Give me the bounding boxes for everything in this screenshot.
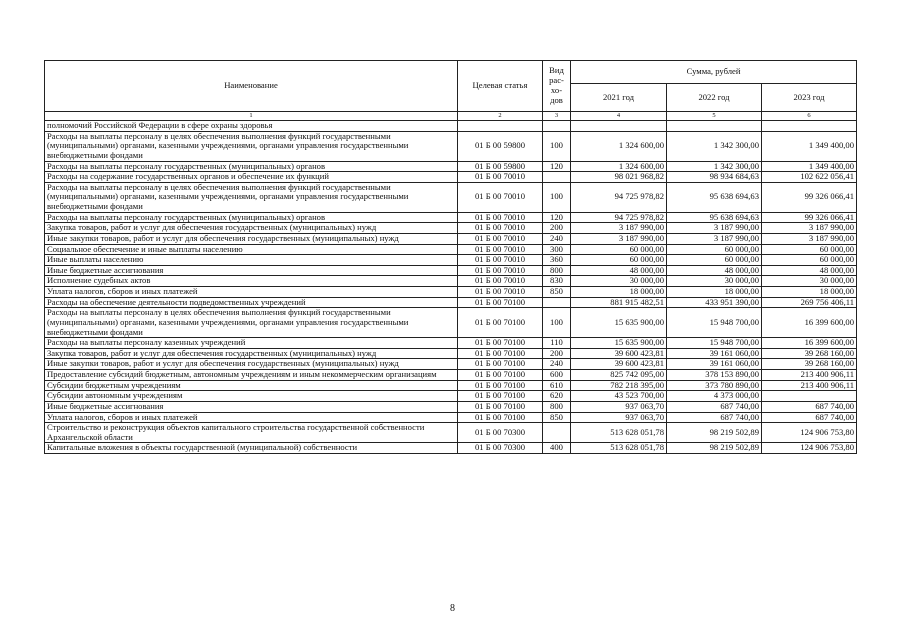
table-row [45,338,857,349]
row-name: Расходы на выплаты персоналу в целях обеспечения выполнения функций государственными (муниципальными) органами, казенными учреждениями, органами управления государственными внебюджетными фондами [45,131,458,161]
row-amount-2021: 1 324 600,00 [571,131,667,161]
table-row [45,265,857,276]
row-expense-type: 100 [543,131,571,161]
row-expense-type: 360 [543,255,571,266]
row-amount-2021: 937 063,70 [571,401,667,412]
row-expense-type: 200 [543,223,571,234]
row-amount-2022: 18 000,00 [667,287,762,298]
table-row [45,172,857,183]
row-name: Социальное обеспечение и иные выплаты населению [45,244,458,255]
row-name: полномочий Российской Федерации в сфере охраны здоровья [45,121,458,132]
row-amount-2021: 782 218 395,00 [571,380,667,391]
row-amount-2023: 1 349 400,00 [762,161,857,172]
row-target-article: 01 Б 00 70100 [458,359,543,370]
row-expense-type: 100 [543,308,571,338]
row-name: Иные бюджетные ассигнования [45,265,458,276]
row-expense-type: 610 [543,380,571,391]
row-expense-type: 850 [543,412,571,423]
row-amount-2023: 3 187 990,00 [762,223,857,234]
row-target-article: 01 Б 00 70100 [458,370,543,381]
row-name: Уплата налогов, сборов и иных платежей [45,412,458,423]
row-target-article: 01 Б 00 70100 [458,412,543,423]
row-expense-type [543,172,571,183]
table-row [45,233,857,244]
row-target-article: 01 Б 00 70010 [458,276,543,287]
budget-table [44,60,857,454]
row-name: Предоставление субсидий бюджетным, автономным учреждениям и иным некоммерческим организациям [45,370,458,381]
row-amount-2023: 213 400 906,11 [762,370,857,381]
table-row [45,131,857,161]
table-row [45,308,857,338]
row-name: Строительство и реконструкция объектов капитального строительства государственной собственности Архангельской области [45,423,458,443]
table-row [45,276,857,287]
row-amount-2021: 39 600 423,81 [571,348,667,359]
row-name: Расходы на содержание государственных органов и обеспечение их функций [45,172,458,183]
row-expense-type: 120 [543,212,571,223]
table-row [45,255,857,266]
table-row [45,380,857,391]
row-amount-2022: 1 342 300,00 [667,161,762,172]
row-target-article: 01 Б 00 70300 [458,423,543,443]
row-amount-2023: 30 000,00 [762,276,857,287]
table-row [45,348,857,359]
column-number: 4 [571,112,667,121]
row-target-article: 01 Б 00 70010 [458,223,543,234]
row-amount-2021: 15 635 900,00 [571,338,667,349]
row-amount-2022: 1 342 300,00 [667,131,762,161]
row-target-article: 01 Б 00 70010 [458,212,543,223]
row-amount-2023: 99 326 066,41 [762,212,857,223]
row-target-article: 01 Б 00 70010 [458,233,543,244]
table-row [45,161,857,172]
column-number: 1 [45,112,458,121]
row-target-article [458,121,543,132]
row-expense-type: 830 [543,276,571,287]
row-name: Иные выплаты населению [45,255,458,266]
row-amount-2022: 15 948 700,00 [667,338,762,349]
row-amount-2022: 48 000,00 [667,265,762,276]
row-amount-2021: 94 725 978,82 [571,182,667,212]
row-target-article: 01 Б 00 70300 [458,443,543,454]
row-amount-2021: 98 021 968,82 [571,172,667,183]
row-amount-2021: 30 000,00 [571,276,667,287]
column-number: 2 [458,112,543,121]
row-target-article: 01 Б 00 59800 [458,161,543,172]
row-amount-2022: 3 187 990,00 [667,223,762,234]
row-amount-2022: 95 638 694,63 [667,212,762,223]
row-expense-type: 200 [543,348,571,359]
row-amount-2022: 687 740,00 [667,412,762,423]
header-expense-type: Вид рас-хо-дов [543,61,571,112]
row-expense-type: 620 [543,391,571,402]
column-number: 5 [667,112,762,121]
row-amount-2022: 4 373 000,00 [667,391,762,402]
row-amount-2022: 60 000,00 [667,244,762,255]
row-amount-2022: 39 161 060,00 [667,348,762,359]
row-expense-type: 100 [543,182,571,212]
row-expense-type: 800 [543,265,571,276]
table-row [45,244,857,255]
row-amount-2021: 513 628 051,78 [571,423,667,443]
table-row [45,423,857,443]
row-amount-2023: 39 268 160,00 [762,359,857,370]
row-amount-2023: 102 622 056,41 [762,172,857,183]
row-expense-type: 120 [543,161,571,172]
row-amount-2021: 881 915 482,51 [571,297,667,308]
row-amount-2021: 15 635 900,00 [571,308,667,338]
row-amount-2023: 124 906 753,80 [762,423,857,443]
column-number: 6 [762,112,857,121]
row-amount-2022: 98 219 502,89 [667,443,762,454]
row-amount-2022: 378 153 890,00 [667,370,762,381]
row-amount-2021: 937 063,70 [571,412,667,423]
row-target-article: 01 Б 00 70100 [458,308,543,338]
row-target-article: 01 Б 00 70100 [458,380,543,391]
row-amount-2023: 1 349 400,00 [762,131,857,161]
row-amount-2022: 95 638 694,63 [667,182,762,212]
row-target-article: 01 Б 00 70100 [458,391,543,402]
row-target-article: 01 Б 00 70010 [458,172,543,183]
row-target-article: 01 Б 00 70010 [458,255,543,266]
row-name: Исполнение судебных актов [45,276,458,287]
row-target-article: 01 Б 00 70010 [458,287,543,298]
header-target-article: Целевая статья [458,61,543,112]
row-amount-2023: 18 000,00 [762,287,857,298]
row-amount-2023: 60 000,00 [762,244,857,255]
table-row [45,212,857,223]
table-row [45,182,857,212]
row-name: Расходы на обеспечение деятельности подведомственных учреждений [45,297,458,308]
row-name: Расходы на выплаты персоналу в целях обеспечения выполнения функций государственными (муниципальными) органами, казенными учреждениями, органами управления государственными внебюджетными фондами [45,182,458,212]
row-amount-2021: 18 000,00 [571,287,667,298]
table-row [45,401,857,412]
row-name: Закупка товаров, работ и услуг для обеспечения государственных (муниципальных) нужд [45,348,458,359]
row-amount-2022: 687 740,00 [667,401,762,412]
page-number: 8 [450,603,455,614]
row-amount-2021: 60 000,00 [571,244,667,255]
row-expense-type: 300 [543,244,571,255]
column-number: 3 [543,112,571,121]
row-amount-2022: 30 000,00 [667,276,762,287]
header-sum: Сумма, рублей [571,61,857,84]
row-name: Расходы на выплаты персоналу казенных учреждений [45,338,458,349]
header-year-2023: 2023 год [762,84,857,112]
row-expense-type: 600 [543,370,571,381]
row-amount-2023: 124 906 753,80 [762,443,857,454]
row-amount-2021: 39 600 423,81 [571,359,667,370]
row-amount-2023: 39 268 160,00 [762,348,857,359]
row-name: Расходы на выплаты персоналу в целях обеспечения выполнения функций государственными (муниципальными) органами, казенными учреждениями, органами управления государственными внебюджетными фондами [45,308,458,338]
header-name: Наименование [45,61,458,112]
row-expense-type: 240 [543,233,571,244]
table-row [45,412,857,423]
row-amount-2021: 48 000,00 [571,265,667,276]
row-amount-2022: 98 934 684,63 [667,172,762,183]
row-name: Субсидии автономным учреждениям [45,391,458,402]
table-row [45,370,857,381]
row-name: Иные закупки товаров, работ и услуг для обеспечения государственных (муниципальных) нужд [45,359,458,370]
row-amount-2021: 3 187 990,00 [571,223,667,234]
row-amount-2023 [762,121,857,132]
row-target-article: 01 Б 00 70010 [458,244,543,255]
row-amount-2021: 60 000,00 [571,255,667,266]
header-year-2021: 2021 год [571,84,667,112]
row-amount-2022: 433 951 390,00 [667,297,762,308]
row-amount-2021: 825 742 095,00 [571,370,667,381]
row-amount-2022: 15 948 700,00 [667,308,762,338]
row-amount-2023: 687 740,00 [762,412,857,423]
row-amount-2021: 1 324 600,00 [571,161,667,172]
table-row [45,443,857,454]
table-row [45,359,857,370]
row-expense-type [543,297,571,308]
row-expense-type: 850 [543,287,571,298]
row-target-article: 01 Б 00 59800 [458,131,543,161]
row-name: Иные закупки товаров, работ и услуг для обеспечения государственных (муниципальных) нужд [45,233,458,244]
row-name: Субсидии бюджетным учреждениям [45,380,458,391]
row-name: Расходы на выплаты персоналу государственных (муниципальных) органов [45,212,458,223]
row-amount-2023: 16 399 600,00 [762,338,857,349]
row-amount-2021: 94 725 978,82 [571,212,667,223]
row-target-article: 01 Б 00 70010 [458,265,543,276]
row-amount-2023: 16 399 600,00 [762,308,857,338]
table-row [45,287,857,298]
row-expense-type: 240 [543,359,571,370]
header-year-2022: 2022 год [667,84,762,112]
row-amount-2022: 39 161 060,00 [667,359,762,370]
row-amount-2022: 98 219 502,89 [667,423,762,443]
row-amount-2023: 3 187 990,00 [762,233,857,244]
row-amount-2023: 99 326 066,41 [762,182,857,212]
table-body [45,121,857,454]
row-name: Расходы на выплаты персоналу государственных (муниципальных) органов [45,161,458,172]
row-expense-type: 400 [543,443,571,454]
row-target-article: 01 Б 00 70100 [458,297,543,308]
row-target-article: 01 Б 00 70100 [458,338,543,349]
row-amount-2023: 48 000,00 [762,265,857,276]
row-target-article: 01 Б 00 70100 [458,348,543,359]
row-amount-2023: 213 400 906,11 [762,380,857,391]
row-amount-2021: 43 523 700,00 [571,391,667,402]
row-name: Капитальные вложения в объекты государственной (муниципальной) собственности [45,443,458,454]
row-expense-type [543,423,571,443]
row-amount-2021 [571,121,667,132]
row-amount-2021: 3 187 990,00 [571,233,667,244]
row-amount-2022: 373 780 890,00 [667,380,762,391]
row-amount-2022: 60 000,00 [667,255,762,266]
table-row [45,391,857,402]
row-expense-type: 110 [543,338,571,349]
row-amount-2022 [667,121,762,132]
row-amount-2023 [762,391,857,402]
row-target-article: 01 Б 00 70100 [458,401,543,412]
row-amount-2023: 687 740,00 [762,401,857,412]
row-name: Иные бюджетные ассигнования [45,401,458,412]
table-row [45,121,857,132]
row-name: Закупка товаров, работ и услуг для обеспечения государственных (муниципальных) нужд [45,223,458,234]
row-target-article: 01 Б 00 70010 [458,182,543,212]
row-amount-2021: 513 628 051,78 [571,443,667,454]
row-amount-2023: 269 756 406,11 [762,297,857,308]
row-expense-type: 800 [543,401,571,412]
row-expense-type [543,121,571,132]
row-amount-2022: 3 187 990,00 [667,233,762,244]
row-name: Уплата налогов, сборов и иных платежей [45,287,458,298]
table-row [45,297,857,308]
table-row [45,223,857,234]
row-amount-2023: 60 000,00 [762,255,857,266]
